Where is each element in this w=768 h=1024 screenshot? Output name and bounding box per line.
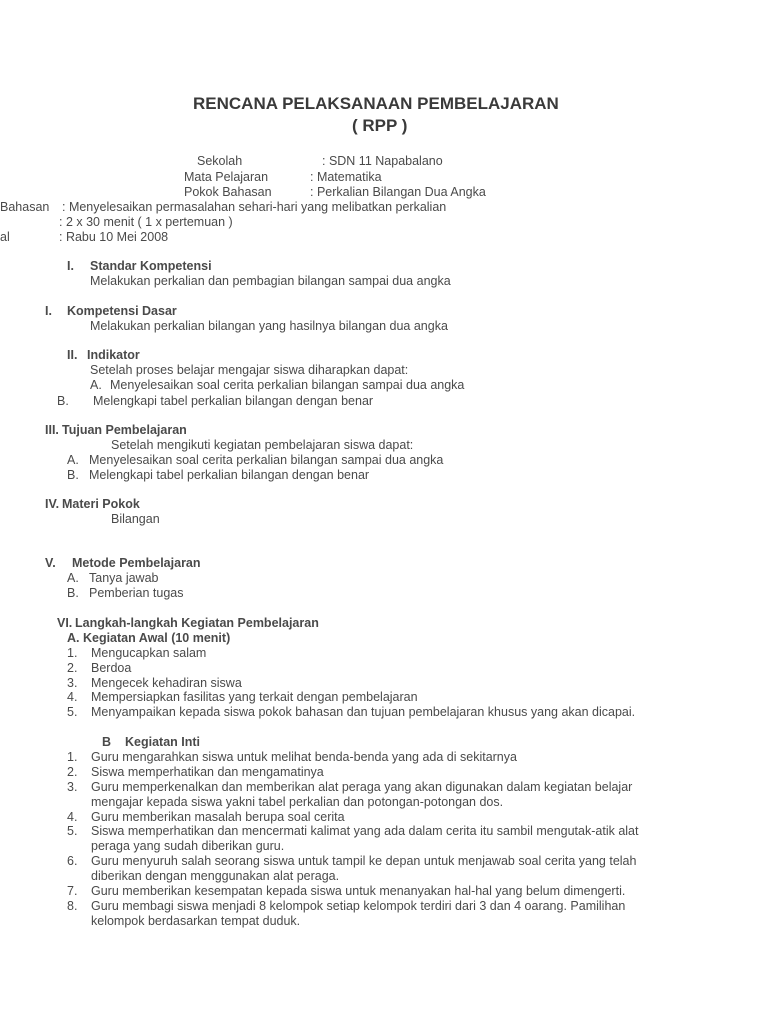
awal-item-text: Menyampaikan kepada siswa pokok bahasan dan tujuan pembelajaran khusus yang akan dicapai. — [91, 705, 636, 719]
inti-item-number: 2. — [67, 765, 78, 779]
inti-item-text: mengajar kepada siswa yakni tabel perkalian dan potongan-potongan dos. — [91, 795, 504, 809]
page-title: RENCANA PELAKSANAAN PEMBELAJARAN — [193, 94, 559, 113]
sk-number: I. — [67, 259, 74, 273]
inti-item-number: 6. — [67, 854, 78, 868]
awal-item-text: Mempersiapkan fasilitas yang terkait dengan pembelajaran — [91, 690, 418, 704]
materi-heading: Materi Pokok — [62, 497, 140, 511]
inti-item-text: Guru memberikan masalah berupa soal cerita — [91, 810, 345, 824]
sekolah-label: Sekolah — [197, 154, 243, 168]
inti-item-text: peraga yang sudah diberikan guru. — [91, 839, 285, 853]
pokok-value: : Perkalian Bilangan Dua Angka — [310, 185, 486, 199]
mapel-value: : Matematika — [310, 170, 382, 184]
inti-item-text: kelompok berdasarkan tempat duduk. — [91, 914, 301, 928]
indikator-intro: Setelah proses belajar mengajar siswa diharapkan dapat: — [90, 363, 409, 377]
inti-item-number: 5. — [67, 824, 78, 838]
awal-item-number: 1. — [67, 646, 78, 660]
metode-b-text: Pemberian tugas — [89, 586, 184, 600]
indikator-b-text: Melengkapi tabel perkalian bilangan dengan benar — [93, 394, 374, 408]
indikator-a-marker: A. — [90, 378, 102, 392]
inti-item-number: 4. — [67, 810, 78, 824]
tujuan-a-marker: A. — [67, 453, 79, 467]
metode-a-text: Tanya jawab — [89, 571, 159, 585]
awal-item-text: Mengecek kehadiran siswa — [91, 676, 242, 690]
tujuan-a-text: Menyelesaikan soal cerita perkalian bilangan sampai dua angka — [89, 453, 444, 467]
kd-number: I. — [45, 304, 52, 318]
inti-item-number: 1. — [67, 750, 78, 764]
inti-item-number: 3. — [67, 780, 78, 794]
tujuan-b-marker: B. — [67, 468, 79, 482]
awal-item-text: Berdoa — [91, 661, 132, 675]
metode-number: V. — [45, 556, 56, 570]
inti-item-text: Guru membagi siswa menjadi 8 kelompok setiap kelompok terdiri dari 3 dan 4 oarang. Pamilihan — [91, 899, 626, 913]
inti-item-text: Guru memberikan kesempatan kepada siswa untuk menanyakan hal-hal yang belum dimengerti. — [91, 884, 626, 898]
inti-item-text: Guru menyuruh salah seorang siswa untuk tampil ke depan untuk menjawab soal cerita yang telah — [91, 854, 637, 868]
awal-item-number: 5. — [67, 705, 78, 719]
pokok-label: Pokok Bahasan — [184, 185, 272, 199]
kegiatan-inti-marker: B — [102, 735, 112, 749]
langkah-number: VI. — [57, 616, 73, 630]
tujuan-intro: Setelah mengikuti kegiatan pembelajaran siswa dapat: — [111, 438, 414, 452]
tanggal-value: : Rabu 10 Mei 2008 — [59, 230, 169, 244]
langkah-heading: Langkah-langkah Kegiatan Pembelajaran — [75, 616, 319, 630]
tanggal-label: al — [0, 230, 10, 244]
kegiatan-awal-heading: A. Kegiatan Awal (10 menit) — [67, 631, 231, 645]
awal-item-number: 3. — [67, 676, 78, 690]
indikator-number: II. — [67, 348, 78, 362]
tujuan-heading: Tujuan Pembelajaran — [62, 423, 187, 437]
mapel-label: Mata Pelajaran — [184, 170, 269, 184]
tujuan-b-text: Melengkapi tabel perkalian bilangan dengan benar — [89, 468, 370, 482]
inti-item-number: 8. — [67, 899, 78, 913]
inti-item-text: Siswa memperhatikan dan mengamatinya — [91, 765, 324, 779]
inti-item-text: Siswa memperhatikan dan mencermati kalimat yang ada dalam cerita itu sambil mengutak-atik alat — [91, 824, 639, 838]
awal-item-number: 4. — [67, 690, 78, 704]
awal-item-text: Mengucapkan salam — [91, 646, 207, 660]
indikator-a-text: Menyelesaikan soal cerita perkalian bilangan sampai dua angka — [110, 378, 465, 392]
indikator-heading: Indikator — [87, 348, 140, 362]
page-subtitle: ( RPP ) — [352, 116, 408, 135]
tujuan-number: III. — [45, 423, 59, 437]
inti-item-number: 7. — [67, 884, 78, 898]
subpokok-label: Bahasan — [0, 200, 50, 214]
awal-item-number: 2. — [67, 661, 78, 675]
inti-item-text: Guru mengarahkan siswa untuk melihat benda-benda yang ada di sekitarnya — [91, 750, 517, 764]
metode-b-marker: B. — [67, 586, 79, 600]
waktu-value: : 2 x 30 menit ( 1 x pertemuan ) — [59, 215, 233, 229]
indikator-b-marker: B. — [57, 394, 69, 408]
materi-text: Bilangan — [111, 512, 160, 526]
inti-item-text: diberikan dengan menggunakan alat peraga. — [91, 869, 340, 883]
materi-number: IV. — [45, 497, 60, 511]
sk-heading: Standar Kompetensi — [90, 259, 212, 273]
kd-heading: Kompetensi Dasar — [67, 304, 177, 318]
kegiatan-inti-heading: Kegiatan Inti — [125, 735, 201, 749]
metode-a-marker: A. — [67, 571, 79, 585]
metode-heading: Metode Pembelajaran — [72, 556, 201, 570]
sekolah-value: : SDN 11 Napabalano — [322, 154, 443, 168]
kd-text: Melakukan perkalian bilangan yang hasilnya bilangan dua angka — [90, 319, 448, 333]
sk-text: Melakukan perkalian dan pembagian bilangan sampai dua angka — [90, 274, 451, 288]
inti-item-text: Guru memperkenalkan dan memberikan alat peraga yang akan digunakan dalam kegiatan belajar — [91, 780, 633, 794]
subpokok-value: : Menyelesaikan permasalahan sehari-hari yang melibatkan perkalian — [62, 200, 447, 214]
